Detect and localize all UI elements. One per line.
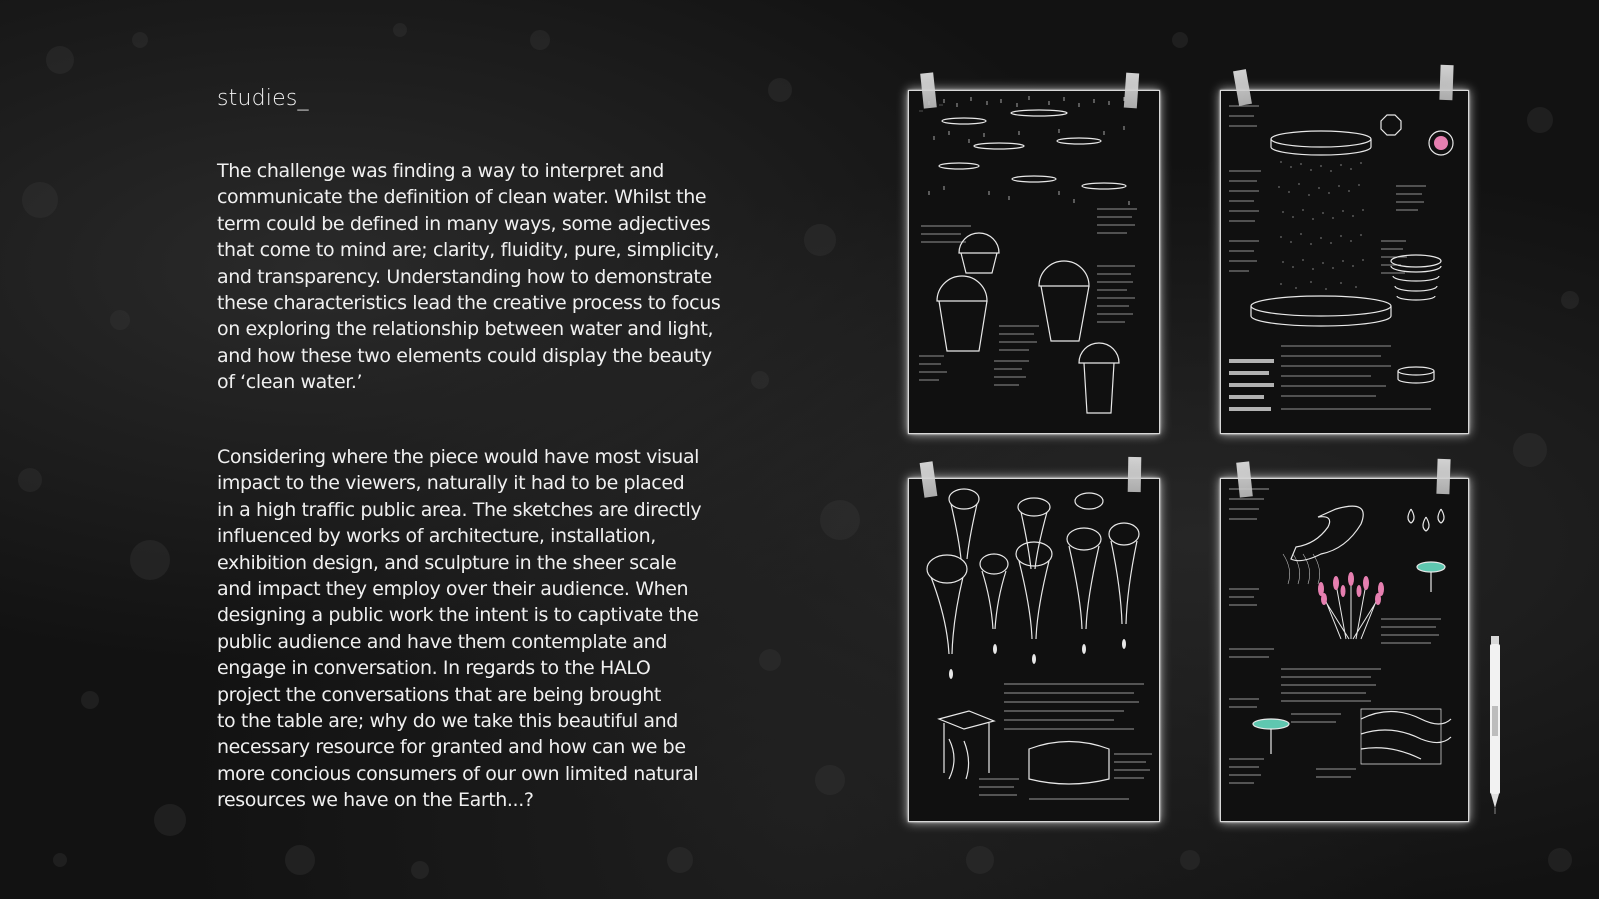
sketch-rain-domes [908, 90, 1160, 434]
paragraph-line: and impact they employ over their audience. When [217, 578, 689, 601]
sketch-tentacle-coral [1220, 478, 1469, 822]
paragraph-line: influenced by works of architecture, installation, [217, 525, 656, 548]
paragraph-line: project the conversations that are being brought [217, 683, 661, 706]
paragraph-line: and how these two elements could display the beauty [217, 344, 712, 367]
intro-paragraph [217, 158, 721, 396]
paragraph-line: these characteristics lead the creative process to focus [217, 292, 721, 315]
paragraph-line: term could be defined in many ways, some adjectives [217, 212, 711, 235]
paragraph-line: that come to mind are; clarity, fluidity, pure, simplicity, [217, 239, 720, 262]
paragraph-line: to the table are; why do we take this beautiful and [217, 710, 678, 733]
paragraph-line: communicate the definition of clean water. Whilst the [217, 186, 707, 209]
paragraph-line: designing a public work the intent is to captivate the [217, 604, 699, 627]
paragraph-line: Considering where the piece would have most visual [217, 446, 700, 468]
tape-strip [1439, 65, 1453, 100]
tape-strip [1124, 73, 1139, 109]
tape-strip [1436, 459, 1450, 494]
sketch-halo-ring [1220, 90, 1469, 434]
context-paragraph [217, 444, 717, 814]
paragraph-line: in a high traffic public area. The sketches are directly [217, 498, 702, 521]
paragraph-line: engage in conversation. In regards to the HALO [217, 657, 651, 680]
paragraph-line: The challenge was finding a way to interpret and [217, 160, 664, 182]
paragraph-line: exhibition design, and sculpture in the sheer scale [217, 551, 677, 574]
paragraph-line: more concious consumers of our own limited natural [217, 762, 699, 785]
paragraph-line: necessary resource for granted and how can we be [217, 736, 686, 759]
paragraph-line: of ‘clean water.’ [217, 371, 363, 394]
tape-strip [1128, 457, 1142, 492]
paragraph-line: on exploring the relationship between water and light, [217, 318, 714, 341]
paragraph-line: resources we have on the Earth...? [217, 789, 534, 812]
paragraph-line: impact to the viewers, naturally it had to be placed [217, 472, 685, 495]
paragraph-line: public audience and have them contemplate and [217, 630, 667, 653]
pen-icon [1490, 636, 1500, 814]
paragraph-line: and transparency. Understanding how to demonstrate [217, 265, 712, 288]
sketch-glass-cones [908, 478, 1160, 822]
page-title: studies_ [217, 86, 309, 111]
